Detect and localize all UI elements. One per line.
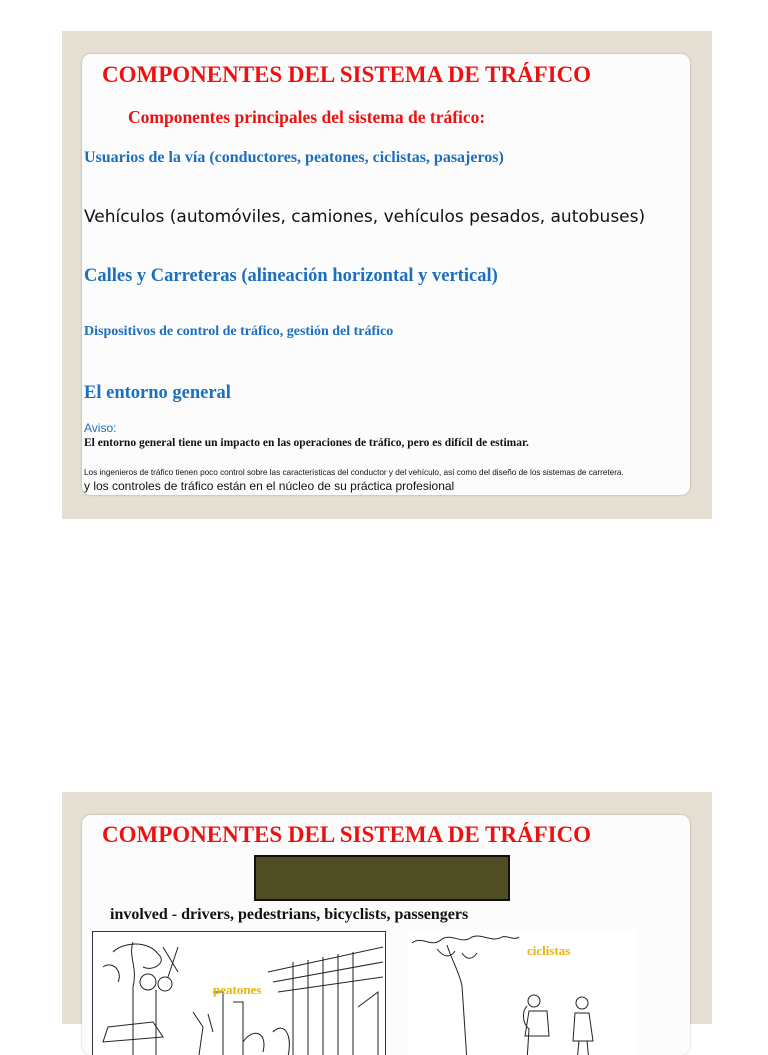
note-line-text: y los controles de tráfico están en el núcleo de su práctica profesional — [84, 479, 455, 493]
item-environment: El entorno general — [84, 383, 231, 403]
slide-card-2 — [82, 815, 690, 1055]
cyclists-sketch — [407, 931, 635, 1055]
slide-frame-1 — [62, 31, 712, 519]
note-small-text: Los ingenieros de tráfico tienen poco control sobre las características del conductor y del vehículo, así como del diseño de los sistemas de carretera. — [84, 468, 624, 477]
cyclists-sketch-drawing — [407, 931, 635, 1055]
item-control-devices: Dispositivos de control de tráfico, gestión del tráfico — [84, 324, 394, 339]
slide-card-1 — [82, 54, 690, 495]
item-roads: Calles y Carreteras (alineación horizontal y vertical) — [84, 266, 498, 286]
slide-frame-2 — [62, 792, 712, 1024]
slide-title-2: COMPONENTES DEL SISTEMA DE TRÁFICO — [102, 822, 592, 847]
involved-caption: involved - drivers, pedestrians, bicyclists, passengers — [110, 906, 469, 923]
dark-banner-box — [254, 855, 510, 901]
item-road-users: Usuarios de la vía (conductores, peatones, ciclistas, pasajeros) — [84, 149, 504, 166]
item-vehicles: Vehículos (automóviles, camiones, vehículos pesados, autobuses) — [84, 207, 646, 227]
slide-title: COMPONENTES DEL SISTEMA DE TRÁFICO — [102, 62, 592, 87]
pedestrian-street-sketch — [92, 931, 386, 1055]
note-bold-text: El entorno general tiene un impacto en las operaciones de tráfico, pero es difícil de estimar. — [84, 437, 529, 449]
label-peatones: peatones — [213, 982, 262, 997]
note-label: Aviso: — [84, 421, 117, 435]
slide-subtitle: Componentes principales del sistema de tráfico: — [128, 107, 486, 127]
label-ciclistas: ciclistas — [527, 943, 571, 958]
